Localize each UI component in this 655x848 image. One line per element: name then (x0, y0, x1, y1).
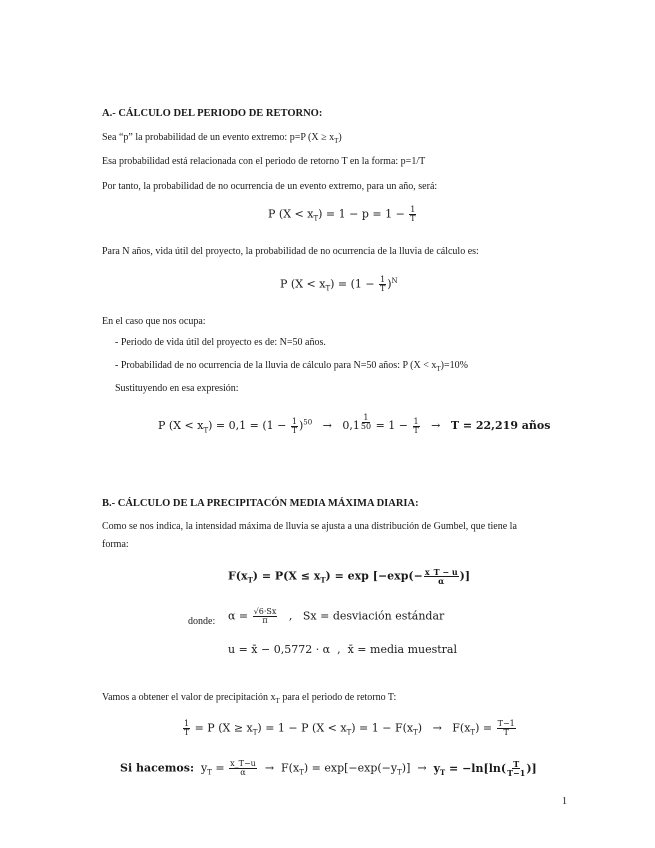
numerator: 1 (363, 413, 369, 422)
denominator: T (183, 728, 190, 737)
eq-text: ) = P(X ≤ x (252, 569, 321, 583)
fraction (229, 760, 257, 777)
numerator: 1 (410, 205, 416, 214)
arrow: → (417, 761, 427, 775)
eq-text: )] (526, 761, 537, 775)
eq-text: ) (387, 277, 392, 291)
eq-sub: T (413, 728, 418, 737)
eq-text: F(x (281, 761, 300, 775)
eq-text: Sx = desviación estándar (302, 609, 445, 623)
eq-text: α = (228, 609, 249, 623)
paragraph-n-years: Para N años, vida útil del proyecto, la probabilidad de no ocurrencia de la lluvia de cálculo es: (102, 246, 479, 257)
paragraph-substituting: Sustituyendo en esa expresión: (115, 383, 239, 394)
eq-sub: T (440, 767, 446, 777)
fraction (424, 568, 459, 585)
text: Vamos a obtener el valor de precipitación x (102, 692, 276, 703)
eq-text: (1 − (262, 419, 287, 433)
numerator: T−1 (497, 719, 515, 728)
eq-sub: T (252, 728, 258, 737)
eq-text: ) = (475, 721, 493, 735)
equation-u: u = x̄ − 0,5772 · α , x̄ = media muestral (228, 643, 458, 656)
label-donde: donde: (188, 616, 216, 627)
eq-text: F(x (228, 569, 248, 583)
equation-non-occurrence-n-years (280, 276, 398, 293)
paragraph-non-occurrence-one-year: Por tanto, la probabilidad de no ocurrencia de un evento extremo, para un año, será: (102, 181, 438, 192)
numerator: 1 (291, 416, 297, 426)
equation-non-occurrence-one-year (268, 206, 417, 223)
eq-text: )] (401, 761, 411, 775)
eq-text: = (211, 761, 225, 775)
eq-text: ) = 1 − p = 1 − (318, 207, 405, 221)
fraction (291, 418, 298, 435)
paragraph-case: En el caso que nos ocupa: (102, 316, 206, 327)
eq-text: F(x (452, 721, 471, 735)
eq-text: = −ln (445, 761, 484, 775)
paragraph-gumbel-cont: forma: (102, 539, 129, 550)
fraction (183, 720, 190, 737)
eq-text: [ln( (483, 761, 507, 775)
eq-text: y (201, 761, 208, 775)
eq-text: ) (298, 419, 304, 433)
exponent: 50 (303, 418, 313, 427)
denominator: α (438, 576, 445, 586)
numerator: x_T − u (424, 567, 458, 577)
text: ) (338, 132, 342, 143)
eq-text: ) = (330, 277, 348, 291)
eq-text: ) = 0,1 = (208, 419, 259, 433)
eq-sub: T (313, 214, 319, 223)
eq-sub: T (470, 728, 476, 737)
page-number: 1 (562, 796, 567, 807)
eq-text: ) = 1 − P (X < x (257, 721, 347, 735)
result (433, 759, 537, 778)
fraction (413, 418, 420, 435)
bullet-non-occurrence (115, 360, 468, 375)
numerator: 1 (380, 275, 386, 284)
denominator: α (240, 768, 246, 777)
eq-sub: T (203, 426, 209, 435)
arrow: → (264, 761, 275, 775)
bullet-useful-life: - Periodo de vida útil del proyecto es de: N=50 años. (115, 337, 326, 348)
eq-text: u = x̄ − 0,5772 · α (228, 643, 331, 656)
equation-alpha: α = $\frac{√6\cdot Sx}{\pi}$ , Sx = desviación estándar (228, 607, 445, 625)
eq-text: P (X < x (268, 207, 314, 221)
section-a-heading: A.- CÁLCULO DEL PERIODO DE RETORNO: (102, 108, 323, 119)
equation-gumbel (228, 568, 470, 585)
eq-text: 0,1 (342, 419, 360, 433)
fraction (379, 276, 386, 293)
eq-text: )] (459, 569, 471, 583)
eq-text: P (X < x (280, 277, 326, 291)
eq-text: P (X < x (158, 419, 204, 433)
fraction-exponent (361, 414, 371, 431)
fraction (409, 206, 416, 223)
paragraph-probability-definition (102, 132, 342, 147)
eq-sub: T (207, 768, 212, 777)
fraction (253, 608, 278, 625)
paragraph-return-period-relation: Esa probabilidad está relacionada con el periodo de retorno T en la forma: p=1/T (102, 156, 426, 167)
eq-text: x̄ = media muestral (347, 643, 458, 656)
subscript: T (275, 697, 280, 705)
fraction (507, 760, 525, 777)
numerator: x_T−u (230, 759, 256, 768)
arrow: → (322, 419, 332, 433)
eq-text: = P (X ≥ x (194, 721, 253, 735)
subscript: T (436, 365, 441, 373)
eq-text: ) = exp[−exp(−y (303, 761, 398, 775)
numerator: √6·Sx (253, 607, 277, 616)
denominator: T (291, 425, 298, 435)
fraction (497, 720, 516, 737)
eq-text: y (433, 761, 440, 775)
text: Sea “p” la probabilidad de un evento extremo: p=P (X ≥ x (102, 132, 335, 143)
section-b-heading: B.- CÁLCULO DE LA PRECIPITACÓN MEDIA MÁXIMA DIARIA: (102, 498, 419, 509)
denominator: T (410, 214, 416, 223)
eq-label: Si hacemos: (120, 761, 195, 775)
numerator: T (513, 759, 520, 769)
eq-text: [−exp(− (372, 569, 423, 583)
denominator: T−1 (507, 768, 526, 778)
numerator: 1 (184, 719, 190, 728)
exponent: N (391, 276, 398, 285)
eq-sub: T (325, 284, 331, 293)
arrow: → (431, 419, 441, 433)
denominator: T (503, 728, 509, 737)
equation-return-period-result (158, 414, 550, 435)
eq-sub: T (397, 768, 402, 777)
denominator: T (380, 284, 386, 293)
eq-sub: T (247, 575, 253, 585)
subscript: T (334, 137, 339, 145)
equation-reduced-variable (120, 760, 537, 777)
numerator: 1 (413, 416, 419, 426)
eq-sub: T (346, 728, 352, 737)
text: para el periodo de retorno T: (279, 692, 397, 703)
text: )=10% (440, 360, 468, 371)
eq-sub: T (299, 768, 304, 777)
text: - Probabilidad de no ocurrencia de la lluvia de cálculo para N=50 años: P (X < x (115, 360, 437, 371)
equation-return-probability (182, 720, 517, 737)
paragraph-precipitation (102, 692, 396, 707)
denominator: π (262, 616, 268, 625)
eq-text: ) = exp (325, 569, 369, 583)
arrow: → (432, 721, 442, 735)
eq-text: = 1 − (375, 419, 408, 433)
paragraph-gumbel: Como se nos indica, la intensidad máxima de lluvia se ajusta a una distribución de Gumbel, que tiene la (102, 521, 517, 532)
denominator: 50 (360, 422, 372, 431)
eq-text: ) = 1 − F(x (351, 721, 414, 735)
eq-text: ) (417, 721, 423, 735)
denominator: T (413, 425, 419, 435)
result: T = 22,219 años (450, 419, 551, 433)
eq-sub: T (320, 575, 326, 585)
eq-text: (1 − (350, 277, 375, 291)
